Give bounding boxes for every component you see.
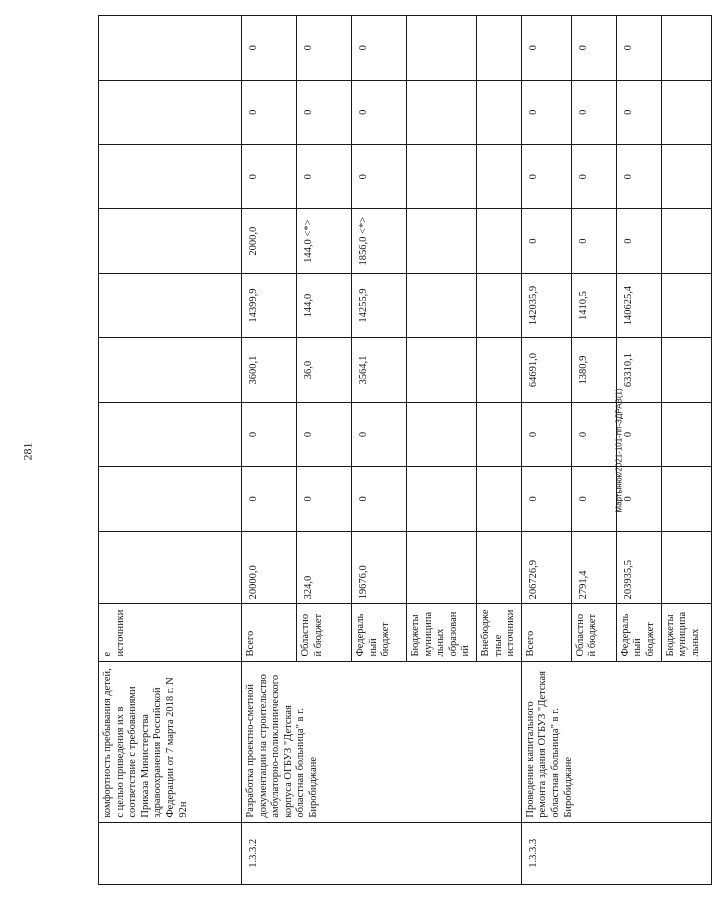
value-cell: 140625,4 xyxy=(616,273,661,337)
value-cell: 0 xyxy=(616,16,661,81)
source-cell: е источники xyxy=(99,604,242,661)
item-description-cell: Разработка проектно-сметной документации на строительство амбулаторно-поликлинического корпуса ОГБУЗ "Детская областная больница" в г. Биробиджане xyxy=(242,661,522,822)
value-cell: 0 xyxy=(571,209,616,273)
value-cell: 14255,9 xyxy=(352,273,407,337)
value-cell: 144,0 xyxy=(297,273,352,337)
item-description-cell: Проведение капитального ремонта здания ОГБУЗ "Детская областная больница" в г. Биробиджане xyxy=(521,661,711,822)
value-cell: 0 xyxy=(571,145,616,209)
value-cell xyxy=(407,273,477,337)
value-cell xyxy=(476,209,521,273)
value-cell: 0 xyxy=(571,16,616,81)
value-cell: 206726,9 xyxy=(521,531,571,604)
table-row xyxy=(242,16,297,885)
code-cell xyxy=(99,822,242,884)
value-cell xyxy=(661,145,711,209)
value-cell: 0 xyxy=(521,145,571,209)
description-cell: комфортность пребывания детей, с целью приведения их в соответствие с требованиями Приказа Министерства здравоохранения Российской Федерации от 7 марта 2018 г. N 92н xyxy=(99,661,242,822)
table-row xyxy=(99,16,242,885)
value-cell: 3600,1 xyxy=(242,338,297,402)
value-cell: 0 xyxy=(352,80,407,144)
value-cell: 142035,9 xyxy=(521,273,571,337)
table-body xyxy=(99,16,712,885)
value-cell: 2000,0 xyxy=(242,209,297,273)
value-cell: 144,0 <*> xyxy=(297,209,352,273)
value-cell xyxy=(661,273,711,337)
value-cell xyxy=(407,467,477,531)
value-cell: 0 xyxy=(297,145,352,209)
value-cell: 0 xyxy=(616,80,661,144)
value-cell: 0 xyxy=(242,80,297,144)
funding-source-cell: Федеральный бюджет xyxy=(352,604,407,661)
value-cell xyxy=(476,338,521,402)
value-cell: 0 xyxy=(297,16,352,81)
value-cell xyxy=(99,402,242,466)
value-cell: 63310,1 xyxy=(616,338,661,402)
value-cell: 1380,9 xyxy=(571,338,616,402)
funding-source-cell: Внебюджетные источники xyxy=(476,604,521,661)
value-cell xyxy=(661,338,711,402)
funding-source-cell: Бюджеты муниципальных xyxy=(661,604,711,661)
funding-source-cell: Областной бюджет xyxy=(297,604,352,661)
value-cell: 36,0 xyxy=(297,338,352,402)
value-cell xyxy=(407,531,477,604)
value-cell xyxy=(661,402,711,466)
value-cell xyxy=(661,80,711,144)
value-cell: 0 xyxy=(616,467,661,531)
funding-source-cell: Областной бюджет xyxy=(571,604,616,661)
funding-source-cell: Всего xyxy=(242,604,297,661)
value-cell xyxy=(99,209,242,273)
value-cell: 0 xyxy=(616,402,661,466)
page-number: 281 xyxy=(20,442,35,461)
item-code-cell: 1.3.3.3 xyxy=(521,822,711,884)
value-cell xyxy=(476,16,521,81)
value-cell xyxy=(661,209,711,273)
value-cell: 0 xyxy=(242,402,297,466)
value-cell xyxy=(476,467,521,531)
funding-source-cell: Федеральный бюджет xyxy=(616,604,661,661)
funding-source-cell: Бюджеты муниципальных образований xyxy=(407,604,477,661)
value-cell: 0 xyxy=(242,16,297,81)
value-cell: 1856,0 <*> xyxy=(352,209,407,273)
value-cell: 19676,0 xyxy=(352,531,407,604)
value-cell: 64691,0 xyxy=(521,338,571,402)
budget-table xyxy=(98,15,712,885)
value-cell xyxy=(476,402,521,466)
value-cell xyxy=(661,531,711,604)
value-cell: 0 xyxy=(297,80,352,144)
value-cell xyxy=(661,467,711,531)
value-cell xyxy=(99,467,242,531)
value-cell: 0 xyxy=(352,467,407,531)
table-row xyxy=(521,16,571,885)
value-cell: 1410,5 xyxy=(571,273,616,337)
value-cell xyxy=(661,16,711,81)
value-cell xyxy=(99,80,242,144)
value-cell xyxy=(407,338,477,402)
value-cell: 0 xyxy=(297,467,352,531)
value-cell xyxy=(99,531,242,604)
document-footer-code: Мартынюк/2021-101-пп-ЗДРАВ(1) xyxy=(614,388,624,513)
value-cell xyxy=(476,145,521,209)
value-cell: 0 xyxy=(242,467,297,531)
value-cell xyxy=(407,16,477,81)
value-cell: 0 xyxy=(352,145,407,209)
value-cell xyxy=(476,273,521,337)
value-cell: 0 xyxy=(616,145,661,209)
value-cell: 0 xyxy=(571,402,616,466)
value-cell: 0 xyxy=(352,16,407,81)
value-cell: 0 xyxy=(297,402,352,466)
value-cell xyxy=(407,209,477,273)
value-cell: 2791,4 xyxy=(571,531,616,604)
value-cell xyxy=(99,338,242,402)
value-cell xyxy=(407,402,477,466)
value-cell xyxy=(407,80,477,144)
value-cell: 0 xyxy=(242,145,297,209)
value-cell xyxy=(476,531,521,604)
value-cell xyxy=(99,16,242,81)
value-cell: 0 xyxy=(571,467,616,531)
value-cell xyxy=(99,145,242,209)
value-cell: 0 xyxy=(616,209,661,273)
value-cell xyxy=(476,80,521,144)
value-cell: 0 xyxy=(521,80,571,144)
value-cell: 20000,0 xyxy=(242,531,297,604)
value-cell: 203935,5 xyxy=(616,531,661,604)
value-cell: 0 xyxy=(521,467,571,531)
funding-source-cell: Всего xyxy=(521,604,571,661)
value-cell: 0 xyxy=(521,402,571,466)
value-cell xyxy=(99,273,242,337)
value-cell: 14399,9 xyxy=(242,273,297,337)
value-cell: 0 xyxy=(521,209,571,273)
value-cell: 0 xyxy=(521,16,571,81)
value-cell: 0 xyxy=(352,402,407,466)
item-code-cell: 1.3.3.2 xyxy=(242,822,522,884)
value-cell: 324,0 xyxy=(297,531,352,604)
value-cell xyxy=(407,145,477,209)
value-cell: 3564,1 xyxy=(352,338,407,402)
value-cell: 0 xyxy=(571,80,616,144)
